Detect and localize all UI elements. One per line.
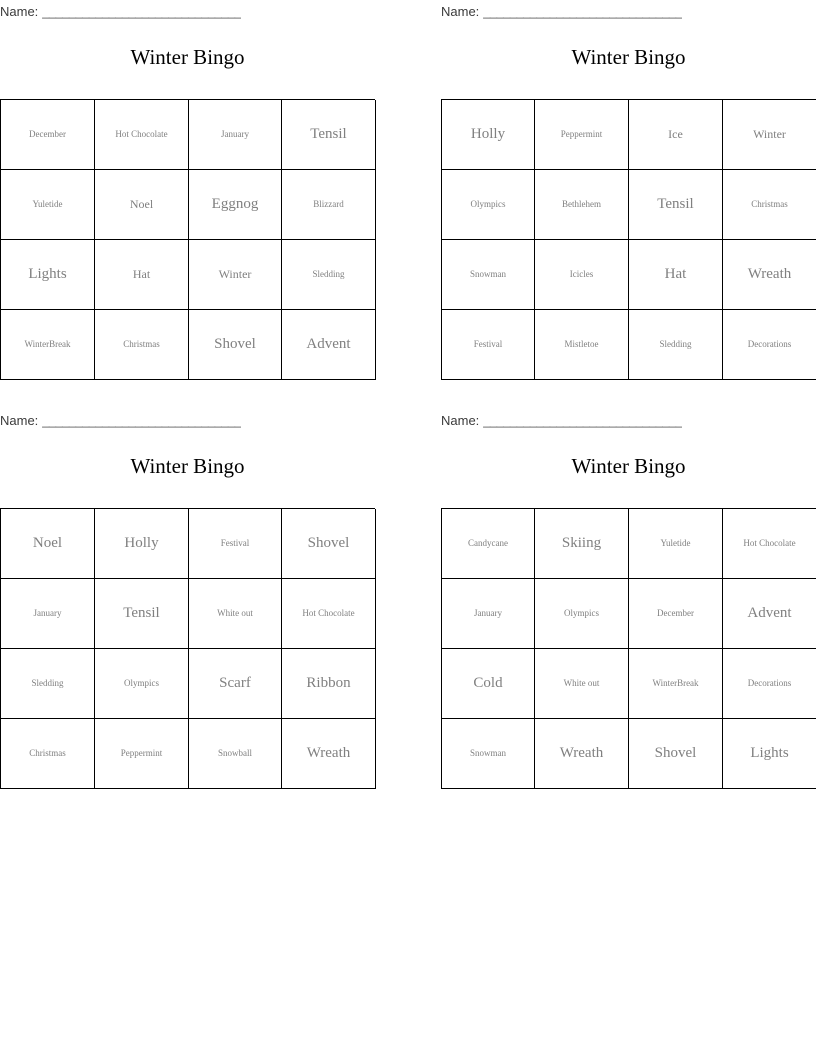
bingo-cell[interactable]: Christmas <box>1 719 95 789</box>
bingo-cell[interactable]: Snowman <box>442 240 535 310</box>
bingo-cell[interactable]: WinterBreak <box>629 649 723 719</box>
bingo-cell[interactable]: Festival <box>442 310 535 380</box>
bingo-cell[interactable]: Blizzard <box>282 170 376 240</box>
bingo-cell[interactable]: WinterBreak <box>1 310 95 380</box>
bingo-cell[interactable]: Eggnog <box>189 170 282 240</box>
bingo-cell[interactable]: Noel <box>95 170 189 240</box>
bingo-cell[interactable]: Tensil <box>629 170 723 240</box>
bingo-cell[interactable]: Winter <box>189 240 282 310</box>
bingo-cell[interactable]: Festival <box>189 509 282 579</box>
card-title: Winter Bingo <box>571 45 686 69</box>
bingo-cell[interactable]: Holly <box>95 509 189 579</box>
bingo-cell[interactable]: Advent <box>282 310 376 380</box>
bingo-cell[interactable]: Skiing <box>535 509 629 579</box>
bingo-cell[interactable]: Scarf <box>189 649 282 719</box>
bingo-grid <box>0 99 375 380</box>
bingo-cell[interactable]: Tensil <box>95 579 189 649</box>
bingo-cell[interactable]: Candycane <box>442 509 535 579</box>
bingo-cell[interactable]: Shovel <box>629 719 723 789</box>
bingo-cell[interactable]: Christmas <box>723 170 816 240</box>
bingo-cell[interactable]: Mistletoe <box>535 310 629 380</box>
bingo-cell[interactable]: Hot Chocolate <box>95 100 189 170</box>
bingo-card <box>441 409 816 789</box>
bingo-grid <box>441 508 816 789</box>
name-write-in-line[interactable]: ______________________________ <box>483 413 683 428</box>
bingo-cell[interactable]: December <box>1 100 95 170</box>
bingo-cell[interactable]: Hat <box>629 240 723 310</box>
card-title: Winter Bingo <box>571 454 686 478</box>
bingo-cell[interactable]: Ice <box>629 100 723 170</box>
bingo-card <box>441 0 816 380</box>
bingo-cell[interactable]: Wreath <box>723 240 816 310</box>
name-write-in-line[interactable]: ______________________________ <box>42 4 242 19</box>
bingo-cell[interactable]: Snowman <box>442 719 535 789</box>
bingo-cell[interactable]: Sledding <box>1 649 95 719</box>
bingo-cell[interactable]: Shovel <box>282 509 376 579</box>
bingo-cell[interactable]: Noel <box>1 509 95 579</box>
bingo-cell[interactable]: Christmas <box>95 310 189 380</box>
bingo-cell[interactable]: Tensil <box>282 100 376 170</box>
name-field[interactable] <box>0 409 375 428</box>
name-field[interactable] <box>0 0 375 19</box>
bingo-cell[interactable]: Decorations <box>723 649 816 719</box>
bingo-cell[interactable]: Bethlehem <box>535 170 629 240</box>
bingo-cell[interactable]: Snowball <box>189 719 282 789</box>
bingo-cell[interactable]: Yuletide <box>629 509 723 579</box>
bingo-grid <box>0 508 375 789</box>
bingo-cell[interactable]: Yuletide <box>1 170 95 240</box>
bingo-cell[interactable]: January <box>189 100 282 170</box>
bingo-cell[interactable]: Sledding <box>282 240 376 310</box>
bingo-card <box>0 0 375 380</box>
bingo-cell[interactable]: Hat <box>95 240 189 310</box>
bingo-cell[interactable]: Winter <box>723 100 816 170</box>
bingo-cell[interactable]: Ribbon <box>282 649 376 719</box>
bingo-cell[interactable]: December <box>629 579 723 649</box>
bingo-cell[interactable]: Peppermint <box>95 719 189 789</box>
bingo-cell[interactable]: Olympics <box>535 579 629 649</box>
bingo-cell[interactable]: January <box>1 579 95 649</box>
name-label: Name: <box>441 4 480 19</box>
bingo-cell[interactable]: Hot Chocolate <box>282 579 376 649</box>
name-label: Name: <box>0 4 39 19</box>
bingo-cell[interactable]: Advent <box>723 579 816 649</box>
bingo-grid <box>441 99 816 380</box>
bingo-cell[interactable]: Peppermint <box>535 100 629 170</box>
bingo-card <box>0 409 375 789</box>
bingo-cell[interactable]: White out <box>535 649 629 719</box>
bingo-cell[interactable]: Icicles <box>535 240 629 310</box>
bingo-cell[interactable]: Hot Chocolate <box>723 509 816 579</box>
bingo-cell[interactable]: Olympics <box>442 170 535 240</box>
card-title: Winter Bingo <box>130 45 245 69</box>
bingo-cell[interactable]: January <box>442 579 535 649</box>
bingo-cell[interactable]: Decorations <box>723 310 816 380</box>
bingo-cell[interactable]: Shovel <box>189 310 282 380</box>
bingo-cell[interactable]: Cold <box>442 649 535 719</box>
name-write-in-line[interactable]: ______________________________ <box>42 413 242 428</box>
bingo-cell[interactable]: Lights <box>1 240 95 310</box>
bingo-cell[interactable]: Wreath <box>535 719 629 789</box>
bingo-cell[interactable]: Lights <box>723 719 816 789</box>
bingo-cell[interactable]: Holly <box>442 100 535 170</box>
bingo-cell[interactable]: Sledding <box>629 310 723 380</box>
name-label: Name: <box>0 413 39 428</box>
name-label: Name: <box>441 413 480 428</box>
bingo-cell[interactable]: Olympics <box>95 649 189 719</box>
name-write-in-line[interactable]: ______________________________ <box>483 4 683 19</box>
bingo-cell[interactable]: Wreath <box>282 719 376 789</box>
card-title: Winter Bingo <box>130 454 245 478</box>
bingo-cell[interactable]: White out <box>189 579 282 649</box>
name-field[interactable] <box>441 0 816 19</box>
name-field[interactable] <box>441 409 816 428</box>
